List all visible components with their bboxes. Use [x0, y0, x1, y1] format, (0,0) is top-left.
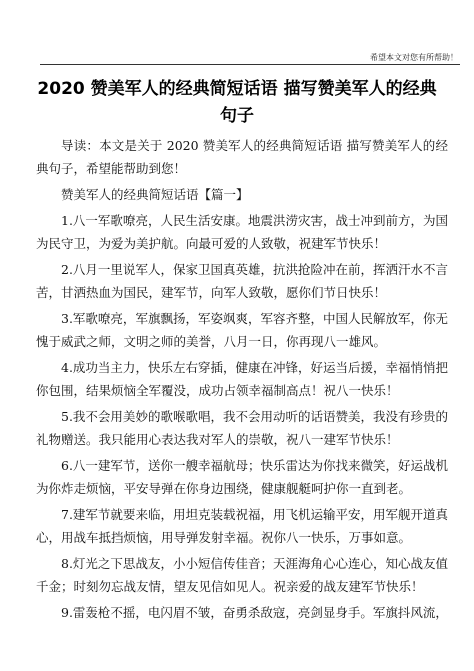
header-divider: [40, 64, 460, 65]
list-item: 2.八月一里说军人，保家卫国真英雄，抗洪抢险冲在前，挥洒汗水不言苦，甘洒热血为国民，建军节，向军人致敬，愿你们节日快乐！: [36, 262, 448, 300]
header-note: 希望本文对您有所帮助！: [370, 53, 458, 62]
document-title: 2020 赞美军人的经典简短话语 描写赞美军人的经典句子: [37, 79, 437, 126]
list-item: 4.成功当主力，快乐左右穿插，健康在冲锋，好运当后援，幸福悄悄把你包围，结果烦恼全军覆没，成功占领幸福制高点！祝八一快乐！: [36, 360, 448, 398]
list-item: 3.军歌嘹亮，军旗飘扬，军姿飒爽，军容齐整，中国人民解放军，你无愧于威武之师，文明之师的美誉，八月一日，你再现八一雄风。: [36, 311, 448, 349]
list-item: 9.雷轰枪不摇，电闪眉不皱，奋勇杀敌寇，亮剑显身手。军旗抖风流，: [61, 605, 448, 620]
list-item: 6.八一建军节，送你一艘幸福航母；快乐雷达为你找来微笑，好运战机为你炸走烦恼，平安导弹在你身边围绕，健康舰艇呵护你一直到老。: [36, 458, 448, 496]
document-body: [36, 134, 448, 627]
list-item: 1.八一军歌嘹亮，人民生活安康。地震洪涝灾害，战士冲到前方，为国为民守卫，为爱为美护航。向最可爱的人致敬，祝建军节快乐！: [36, 213, 448, 251]
list-item: 5.我不会用美妙的歌喉歌唱，我不会用动听的话语赞美，我没有珍贵的礼物赠送。我只能用心表达我对军人的崇敬，祝八一建军节快乐！: [36, 409, 448, 447]
section-heading: 赞美军人的经典简短话语【篇一】: [61, 187, 249, 202]
list-item: 7.建军节就要来临，用坦克装载祝福，用飞机运输平安，用军舰开道真心，用战车抵挡烦恼，用导弹发射幸福。祝你八一快乐，万事如意。: [36, 507, 448, 545]
intro-paragraph: 导读：本文是关于 2020 赞美军人的经典简短话语 描写赞美军人的经典句子，希望能帮助到您！: [36, 138, 448, 176]
list-item: 8.灯光之下思战友，小小短信传佳音；天涯海角心心连心，知心战友值千金；时刻勿忘战友情，望友见信如见人。祝亲爱的战友建军节快乐！: [36, 556, 448, 594]
